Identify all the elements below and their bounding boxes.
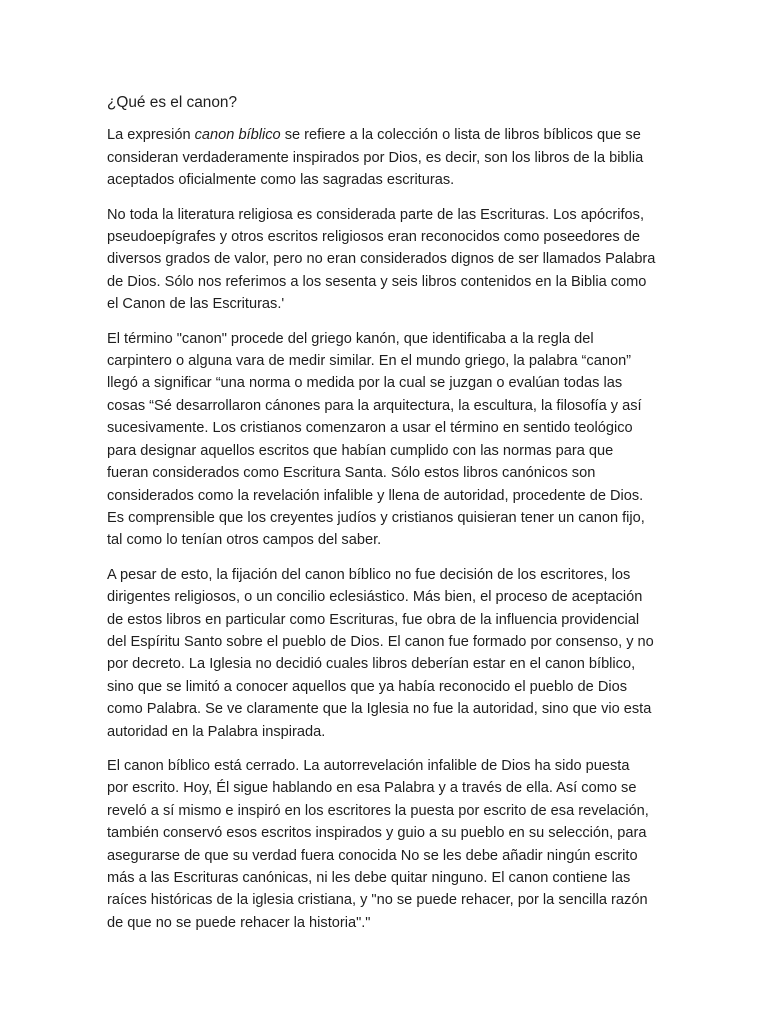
paragraph [107, 564, 667, 743]
text-line [107, 395, 667, 417]
text-line [107, 631, 667, 653]
text-line [107, 124, 667, 146]
text-line [107, 777, 667, 799]
text-run: cosas “Sé desarrollaron cánones para la arquitectura, la escultura, la filosofía y así [107, 397, 642, 414]
text-line [107, 653, 667, 675]
text-line [107, 698, 667, 720]
text-line [107, 676, 667, 698]
text-line [107, 147, 667, 169]
text-run: Es comprensible que los creyentes judíos y cristianos quisieran tener un canon fijo, [107, 509, 645, 526]
text-run: también conservó esos escritos inspirados y guio a su pueblo en su selección, para [107, 825, 647, 842]
text-line [107, 462, 667, 484]
text-run: de Dios. Sólo nos referimos a los sesenta y seis libros contenidos en la Biblia como [107, 273, 647, 290]
text-run: fueran considerados como Escritura Santa. Sólo estos libros canónicos son [107, 465, 596, 482]
text-line [107, 721, 667, 743]
text-run: La expresión [107, 127, 195, 144]
text-run: de estos libros en particular como Escrituras, fue obra de la influencia providencial [107, 611, 640, 628]
text-line [107, 248, 667, 270]
text-run: para designar aquellos escritos que habían cumplido con las normas para que [107, 442, 614, 459]
text-line [107, 204, 667, 226]
text-line [107, 586, 667, 608]
text-run: llegó a significar “una norma o medida por la cual se juzgan o evalúan todas las [107, 375, 623, 392]
text-run: raíces históricas de la iglesia cristiana, y "no se puede rehacer, por la sencilla razón [107, 892, 648, 909]
text-line [107, 293, 667, 315]
text-line [107, 440, 667, 462]
text-run: se refiere a la colección o lista de libros bíblicos que se [280, 127, 641, 144]
text-line [107, 507, 667, 529]
text-run: pseudoepígrafes y otros escritos religiosos eran reconocidos como poseedores de [107, 229, 640, 246]
text-run: dirigentes religiosos, o un concilio eclesiástico. Más bien, el proceso de aceptación [107, 589, 643, 606]
text-run: consideran verdaderamente inspirados por Dios, es decir, son los libros de la biblia [107, 149, 644, 166]
text-line [107, 800, 667, 822]
text-run: el Canon de las Escrituras.' [107, 296, 285, 313]
document-body [107, 92, 667, 946]
text-run: No toda la literatura religiosa es considerada parte de las Escrituras. Los apócrifos, [107, 206, 645, 223]
text-run: tal como lo tenían otros campos del saber. [107, 532, 382, 549]
text-line [107, 755, 667, 777]
paragraph [107, 204, 667, 316]
text-line [107, 271, 667, 293]
text-line [107, 169, 667, 191]
text-run: considerados como la revelación infalible y llena de autoridad, procedente de Dios. [107, 487, 644, 504]
text-run: sucesivamente. Los cristianos comenzaron a usar el término en sentido teológico [107, 420, 633, 437]
text-run: El término "canon" procede del griego kanón, que identificaba a la regla del [107, 330, 594, 347]
text-line [107, 350, 667, 372]
text-line [107, 867, 667, 889]
text-line [107, 372, 667, 394]
text-run: del Espíritu Santo sobre el pueblo de Dios. El canon fue formado por consenso, y no [107, 633, 654, 650]
paragraphs-container [107, 124, 667, 934]
text-run: como Palabra. Se ve claramente que la Iglesia no fue la autoridad, sino que vio esta [107, 701, 652, 718]
text-line [107, 822, 667, 844]
text-run: por escrito. Hoy, Él sigue hablando en esa Palabra y a través de ella. Así como se [107, 780, 637, 797]
text-line [107, 529, 667, 551]
text-line [107, 912, 667, 934]
text-run: A pesar de esto, la fijación del canon bíblico no fue decisión de los escritores, los [107, 566, 631, 583]
text-line [107, 485, 667, 507]
text-run: más a las Escrituras canónicas, ni les debe quitar ninguno. El canon contiene las [107, 870, 631, 886]
text-line [107, 845, 667, 867]
text-line [107, 226, 667, 248]
text-run: carpintero o alguna vara de medir similar. En el mundo griego, la palabra “canon” [107, 353, 632, 370]
text-line [107, 564, 667, 586]
text-run: autoridad en la Palabra inspirada. [107, 723, 326, 740]
italic-term: canon bíblico [194, 127, 281, 144]
text-line [107, 889, 667, 911]
text-run: por decreto. La Iglesia no decidió cuales libros deberían estar en el canon bíblico, [107, 656, 636, 673]
text-run: de que no se puede rehacer la historia"." [107, 914, 371, 931]
text-run: reveló a sí mismo e inspiró en los escritores la puesta por escrito de esa revelación, [107, 802, 649, 819]
text-run: sino que se limitó a conocer aquellos que ya había reconocido el pueblo de Dios [107, 678, 628, 695]
document-heading: ¿Qué es el canon? [107, 94, 238, 111]
text-line [107, 609, 667, 631]
text-run: diversos grados de valor, pero no eran considerados dignos de ser llamados Palabra [107, 251, 656, 268]
paragraph [107, 124, 667, 191]
text-run: asegurarse de que su verdad fuera conocida No se les debe añadir ningún escrito [107, 847, 638, 864]
text-line [107, 328, 667, 350]
text-run: aceptados oficialmente como las sagradas escrituras. [107, 172, 455, 189]
paragraph [107, 328, 667, 552]
text-line [107, 417, 667, 439]
paragraph [107, 755, 667, 934]
text-run: El canon bíblico está cerrado. La autorrevelación infalible de Dios ha sido puesta [107, 757, 630, 774]
